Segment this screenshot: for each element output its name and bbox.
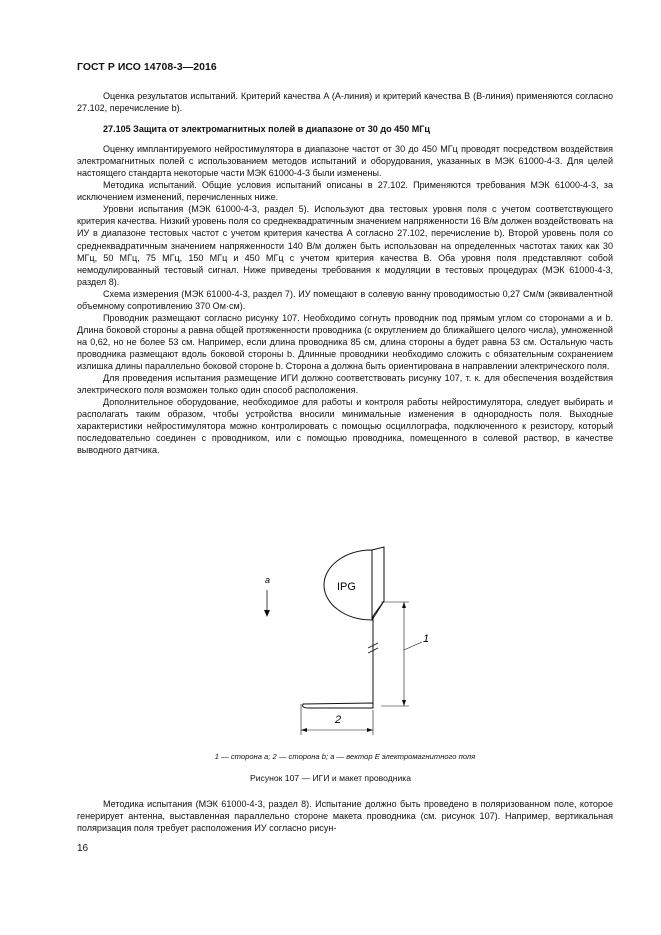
figure-caption: Рисунок 107 — ИГИ и макет проводника bbox=[249, 773, 411, 783]
paragraph-ipg-placement: Для проведения испытания размещение ИГИ должно соответствовать рисунку 107, т. к. для обеспечения воздействия электрического поля возможен только один способ расположения. bbox=[77, 373, 613, 396]
dim1-arrow-top bbox=[402, 602, 406, 608]
dim1-leader bbox=[404, 642, 422, 650]
dim2-label: 2 bbox=[335, 714, 342, 726]
vector-arrow-head bbox=[264, 610, 270, 617]
paragraph-method: Методика испытаний. Общие условия испытаний описаны в 27.102. Применяются требования МЭК 61000-4-3, за исключением изменений, перечисленных ниже. bbox=[77, 180, 613, 203]
paragraph-lead: Проводник размещают согласно рисунку 107. Необходимо согнуть проводник под прямым углом со сторонами a и b. Длина боковой стороны a равна общей протяженности проводника (с округлением до ближайшего целого числа), умноженной на 0,62, но не более 53 см. Например, если длина проводника 85 см, длина стороны a будет равна 53 см. Остальную часть проводника размещают вдоль боковой стороны b. Длинные проводники необходимо сложить с обязательным сохранением излишка длины параллельно боковой стороне b. Сторона a должна быть ориентирована в направлении электрического поля. bbox=[77, 312, 613, 371]
paragraph-test-method: Методика испытания (МЭК 61000-4-3, раздел 8). Испытание должно быть проведено в поляризованном поле, которое генерирует антенна, выставленная параллельно стороне макета проводника (см. рисунок 107). Например, вертикальная поляризация поля требует расположения ИУ согласно рисун- bbox=[77, 799, 613, 834]
dim1-arrow-bottom bbox=[402, 700, 406, 706]
figure-legend: 1 — сторона a; 2 — сторона b; a — вектор E электромагнитного поля bbox=[214, 752, 476, 761]
document-body-continued bbox=[77, 798, 613, 834]
paragraph-evaluation: Оценку имплантируемого нейростимулятора в диапазоне частот от 30 до 450 МГц проводят посредством воздействия электромагнитных полей с использованием методов испытаний и оборудования, указанных в МЭК 61000-4-3. Для целей настоящего стандарта некоторые части МЭК 61000-4-3 были изменены. bbox=[77, 144, 613, 179]
lead-side-b bbox=[303, 703, 373, 708]
paragraph-setup: Схема измерения (МЭК 61000-4-3, раздел 7). ИУ помещают в солевую ванну проводимостью 0,27 См/м (эквивалентной объемному сопротивлению 370 Ом·см). bbox=[77, 288, 613, 311]
figure-diagram bbox=[77, 538, 613, 768]
page-header: ГОСТ Р ИСО 14708-3—2016 bbox=[77, 62, 217, 73]
vector-label: a bbox=[265, 575, 271, 585]
dim2-arrow-left bbox=[301, 728, 307, 732]
lead-transition bbox=[373, 601, 384, 616]
page-number: 16 bbox=[77, 843, 89, 854]
dim2-arrow-right bbox=[367, 728, 373, 732]
ipg-label: IPG bbox=[337, 581, 356, 593]
document-body bbox=[77, 90, 613, 456]
section-heading: 27.105 Защита от электромагнитных полей в диапазоне от 30 до 450 МГц bbox=[103, 124, 430, 135]
paragraph-results: Оценка результатов испытаний. Критерий качества A (A-линия) и критерий качества B (B-линия) применяются согласно 27.102, перечисление b). bbox=[77, 91, 613, 114]
dim1-label: 1 bbox=[423, 633, 430, 645]
paragraph-levels: Уровни испытания (МЭК 61000-4-3, раздел 5). Используют два тестовых уровня поля с учетом соответствующего критерия качества. Низкий уровень поля со среднеквадратичным значением напряженности 16 В/м должен воздействовать на ИУ в диапазоне тестовых частот с учетом критерия качества A согласно 27.102, перечисление b). Второй уровень поля со среднеквадратичным значением напряженности 140 В/м должен быть использован на определенных частотах таких как 30 МГц, 50 МГц, 75 МГц, 150 МГц и 450 МГц с учетом критерия качества B. Оба уровня поля представляют собой немодулированный тестовый сигнал. Ниже приведены требования к модуляции в тестовых процедурах (МЭК 61000-4-3, раздел 8). bbox=[77, 204, 613, 287]
paragraph-equipment: Дополнительное оборудование, необходимое для работы и контроля работы нейростимулятора, следует выбирать и располагать таким образом, чтобы устройства вносили минимальные изменения в однородность поля. Выходные характеристики нейростимулятора можно контролировать с помощью осциллографа, подключенного к резистору, который последовательно соединен с проводником, или с помощью проводника, помещенного в солевой раствор, в качестве выводного датчика. bbox=[77, 397, 613, 456]
figure-107 bbox=[77, 538, 613, 768]
